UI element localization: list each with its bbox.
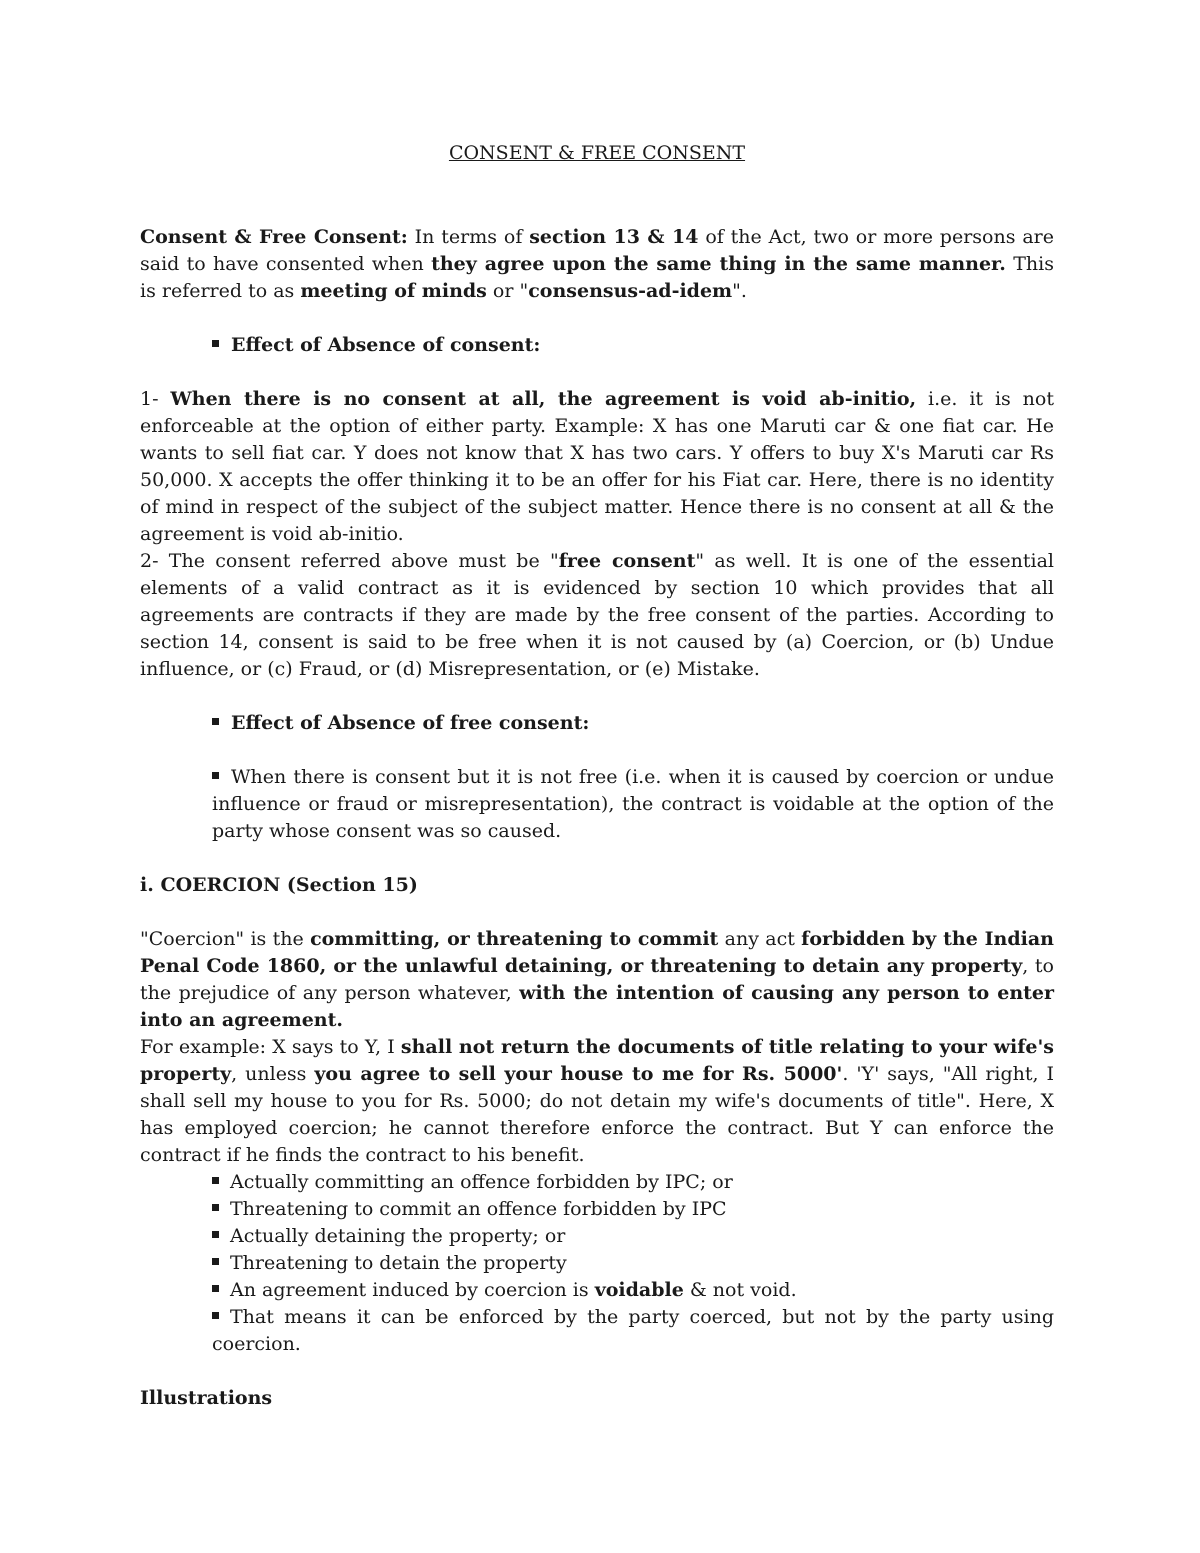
square-bullet-icon	[212, 1231, 219, 1238]
coercion-example: For example: X says to Y, I shall not return the documents of title relating to your wife's property, unless you agree to sell your house to me for Rs. 5000'. 'Y' says, "All right, I shall sell my house to you for Rs. 5000; do not detain my wife's documents of title". Here, X has employed coercion; he cannot therefore enforce the contract. But Y can enforce the contract if he finds the contract to his benefit.	[140, 1036, 1054, 1166]
list-item: That means it can be enforced by the party coerced, but not by the party using coercion.	[212, 1306, 1054, 1355]
square-bullet-icon	[212, 1312, 219, 1319]
square-bullet-icon	[212, 1204, 219, 1211]
page-title: CONSENT & FREE CONSENT	[448, 142, 746, 164]
document-page	[140, 140, 1054, 1412]
illustrations-heading: Illustrations	[140, 1387, 273, 1409]
list-item: Threatening to detain the property	[212, 1250, 1054, 1277]
square-bullet-icon	[212, 1258, 219, 1265]
absence-consent-point-2: 2- The consent referred above must be "free consent" as well. It is one of the essential elements of a valid contract as it is evidenced by section 10 which provides that all agreements are contracts if they are made by the free consent of the parties. According to section 14, consent is said to be free when it is not caused by (a) Coercion, or (b) Undue influence, or (c) Fraud, or (d) Misrepresentation, or (e) Mistake.	[140, 550, 1054, 680]
coercion-heading: i. COERCION (Section 15)	[140, 874, 418, 896]
list-item: Actually detaining the property; or	[212, 1223, 1054, 1250]
square-bullet-icon	[212, 772, 219, 779]
absence-consent-heading: Effect of Absence of consent:	[212, 332, 1054, 359]
list-item: Actually committing an offence forbidden by IPC; or	[212, 1169, 1054, 1196]
list-item: Threatening to commit an offence forbidden by IPC	[212, 1196, 1054, 1223]
square-bullet-icon	[212, 718, 219, 725]
absence-free-consent-item: When there is consent but it is not free (i.e. when it is caused by coercion or undue influence or fraud or misrepresentation), the contract is voidable at the option of the party whose consent was so caused.	[212, 766, 1054, 842]
square-bullet-icon	[212, 1177, 219, 1184]
list-item: An agreement induced by coercion is voidable & not void.	[212, 1277, 1054, 1304]
absence-consent-point-1: 1- When there is no consent at all, the agreement is void ab-initio, i.e. it is not enforceable at the option of either party. Example: X has one Maruti car & one fiat car. He wants to sell fiat car. Y does not know that X has two cars. Y offers to buy X's Maruti car Rs 50,000. X accepts the offer thinking it to be an offer for his Fiat car. Here, there is no identity of mind in respect of the subject of the subject matter. Hence there is no consent at all & the agreement is void ab-initio.	[140, 388, 1054, 545]
coercion-definition: "Coercion" is the committing, or threatening to commit any act forbidden by the Indian Penal Code 1860, or the unlawful detaining, or threatening to detain any property, to the prejudice of any person whatever, with the intention of causing any person to enter into an agreement.	[140, 928, 1055, 1031]
square-bullet-icon	[212, 1285, 219, 1292]
absence-free-consent-heading: Effect of Absence of free consent:	[212, 710, 1054, 737]
intro-paragraph: Consent & Free Consent: In terms of section 13 & 14 of the Act, two or more persons are said to have consented when they agree upon the same thing in the same manner. This is referred to as meeting of minds or "consensus-ad-idem".	[140, 226, 1054, 302]
square-bullet-icon	[212, 340, 219, 347]
intro-lead: Consent & Free Consent:	[140, 226, 408, 248]
